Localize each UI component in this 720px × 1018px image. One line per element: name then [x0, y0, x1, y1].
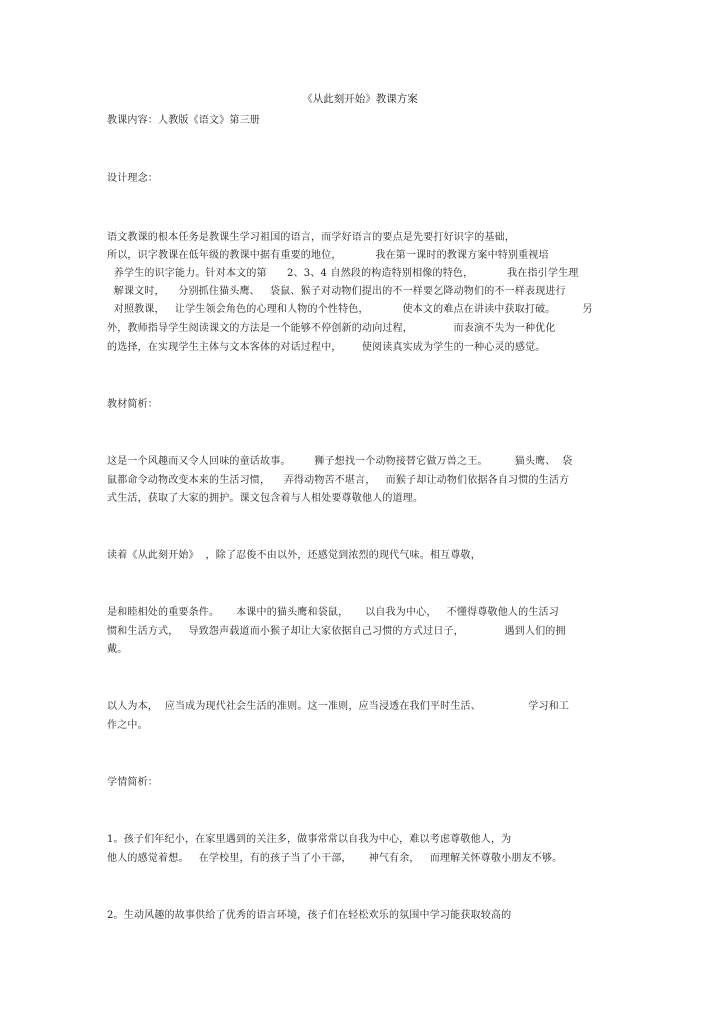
design-line: 解课文时， 分别抓住猫头鹰、 袋鼠、猴子对动物们提出的不一样要乞降动物们的不一样表现进行	[107, 286, 566, 297]
design-heading: 设计理念：	[107, 173, 158, 184]
students-item1-line: 1。孩子们年纪小，在家里遇到的关注多，做事常常以自我为中心，难以考虑尊敬他人，为	[107, 834, 512, 845]
textbook-para1-line: 这是一个风趣而又令人回味的童话故事。 狮子想找一个动物接替它做万兽之王。 猫头鹰、 袋	[107, 456, 573, 467]
textbook-para2-line: 读着《从此刻开始》 ，除了忍俊不由以外，还感觉到浓烈的现代气味。相互尊敬，	[107, 550, 481, 561]
students-item2-line: 2。生动风趣的故事供给了优秀的语言环境，孩子们在轻松欢乐的氛围中学习能获取较高的	[107, 910, 512, 921]
textbook-para3-line: 戴。	[107, 644, 128, 655]
design-line: 所以，识字教课在低年级的教课中据有重要的地位， 我在第一课时的教课方案中特别重视培	[107, 250, 549, 261]
document-title: 《从此刻开始》教课方案	[302, 93, 418, 105]
textbook-para4-line: 作之中。	[107, 720, 148, 731]
textbook-para3-line: 惯和生活方式， 导致怨声载道而小猴子却让大家依据自己习惯的方式过日子， 遇到人们的拥	[107, 626, 566, 637]
design-line: 养学生的识字能力。针对本文的第 2、3、4 自然段的构造特别相像的特色， 我在指引学生理	[107, 268, 579, 279]
students-heading: 学情简析：	[107, 777, 158, 788]
textbook-para1-line: 式生活，获取了大家的拥护。课文包含着与人相处要尊敬他人的道理。	[107, 493, 424, 504]
design-line: 外，教师指导学生阅读课文的方法是一个能够不停创新的动向过程， 而表演不失为一种优化	[107, 323, 556, 334]
textbook-heading: 教材简析：	[107, 399, 158, 410]
document-subtitle: 教课内容：人教版《语文》第三册	[107, 115, 260, 126]
design-line: 的选择，在实现学生主体与文本客体的对话过程中， 使阅读真实成为学生的一种心灵的感觉。	[107, 342, 546, 353]
students-item1-line: 他人的感觉着想。 在学校里，有的孩子当了小干部， 神气有余， 而理解关怀尊敬小朋友不够。	[107, 853, 563, 864]
textbook-para1-line: 鼠都命令动物改变本来的生活习惯， 弄得动物苦不堪言， 而猴子却让动物们依据各自习惯的生活方	[107, 475, 570, 486]
design-line: 对照教课， 让学生领会角色的心理和人物的个性特色， 使本文的难点在讲读中获取打破。 另	[107, 304, 593, 315]
textbook-para4-line: 以人为本， 应当成为现代社会生活的准则。这一准则，应当浸透在我们平时生活、 学习和工	[107, 701, 570, 712]
textbook-para3-line: 是和睦相处的重要条件。 本课中的猫头鹰和袋鼠， 以自我为中心， 不懂得尊敬他人的生活习	[107, 607, 559, 618]
design-line: 语文教课的根本任务是教课生学习祖国的语言，而学好语言的要点是先要打好识字的基础，	[107, 232, 515, 243]
